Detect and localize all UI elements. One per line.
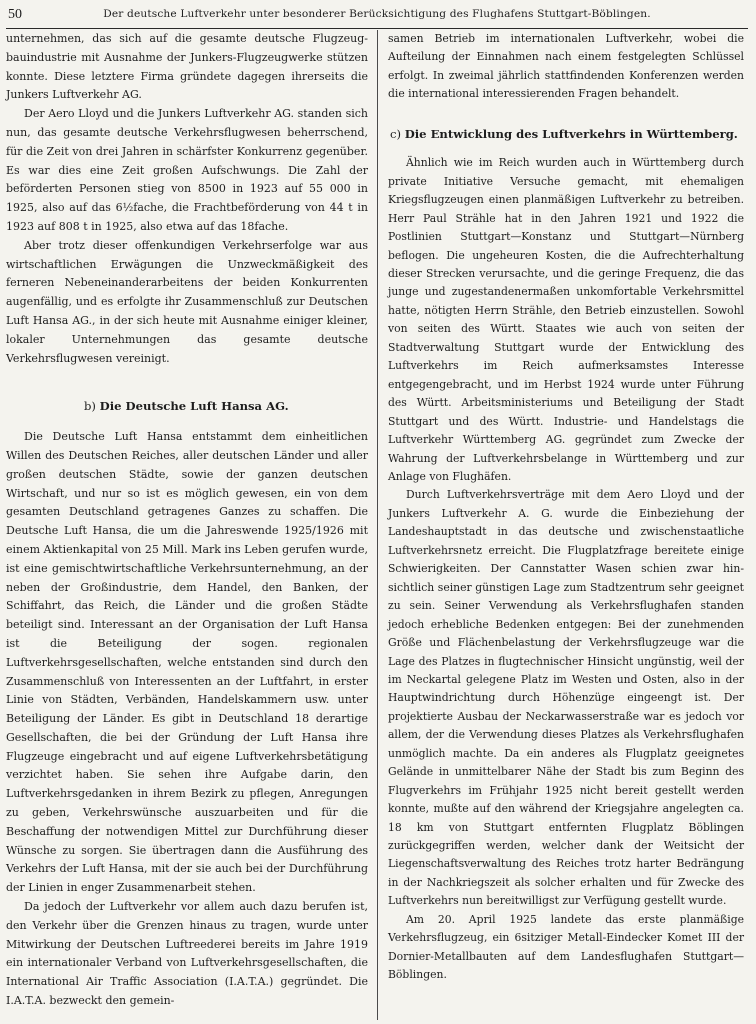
paragraph: samen Betrieb im internationalen Luftverkehr, wobei die Aufteilung der Einnahmen nach einem festgelegten Schlüssel erfolgt. In zweimal jährlich stattfindenden Konferenzen werden die international interessierenden Fragen behandelt. — [388, 32, 744, 101]
paragraph: unternehmen, das sich auf die gesamte deutsche Flugzeugbauindustrie mit Ausnahme der Junkers-Flugzeugwerke stützen konnte. Diese letztere Firma gründete dagegen ihrerseits die Junkers Luftverkehr AG. — [6, 32, 368, 102]
section-title: Die Deutsche Luft Hansa AG. — [99, 399, 289, 414]
right-column — [388, 30, 744, 985]
paragraph: Ähnlich wie im Reich wurden auch in Württemberg durch private Initiative Versuche gemacht, mit ehemaligen Kriegsflugzeugen einen planmäßigen Luftverkehr zu betreiben. Herr Paul Strähle hat in den Jahren 1921 und 1922 die Postlinien Stuttgart—Konstanz und Stuttgart—Nürnberg beflogen. Die ungeheuren Kosten, die die Aufrechterhaltung dieser Strecken verursachte, und die geringe Frequenz, die das junge und zugestandenermaßen unkomfortable Verkehrsmittel hatte, nötigten Herrn Strähle, den Betrieb einzustellen. Sowohl von seiten des Württ. Staates wie auch von seiten der Stadtverwaltung Stuttgart wurde der Entwicklung des Luftverkehrs im Reich aufmerksamstes Interesse entgegengebracht, und im Herbst 1924 wurde unter Führung des Württ. Arbeitsministeriums und Beteiligung der Stadt Stuttgart und des Württ. Industrie- und Handelstags die Luftverkehr Württemberg AG. gegründet zum Zwecke der Wahrung der Luftverkehrsbelange in Württemberg und zur Anlage von Flughäfen. — [388, 156, 744, 483]
section-title: Die Entwicklung des Luftverkehrs in Württemberg. — [404, 126, 738, 141]
section-heading-c — [388, 125, 744, 143]
section-letter: c) — [390, 126, 402, 141]
paragraph: Die Deutsche Luft Hansa entstammt dem einheitlichen Willen des Deutschen Reiches, aller deutschen Länder und aller großen deutschen Städte, sowie der ganzen deutschen Wirtschaft, und nur so ist es möglich gewesen, ein von dem gesamten Deutschland getragenes Ganzes zu schaffen. Die Deutsche Luft Hansa, die um die Jahreswende 1925/1926 mit einem Aktienkapital von 25 Mill. Mark ins Leben gerufen wurde, ist eine gemischtwirtschaftliche Verkehrsunternehmung, an der neben der Großindustrie, dem Handel, den Banken, der Schiffahrt, das Reich, die Länder und die großen Städte beteiligt sind. Interessant an der Organisation der Luft Hansa ist die Beteiligung der sogen. regionalen Luftverkehrsgesellschaften, welche entstanden sind durch den Zusammenschluß von Interessenten an der Luftfahrt, in erster Linie von Städten, Verbänden, Handelskammern usw. unter Beteiligung der Länder. Es gibt in Deutschland 18 derartige Gesellschaften, die bei der Gründung der Luft Hansa ihre Flugzeuge eingebracht und auf eigene Luftverkehrsbetätigung verzichtet haben. Sie sehen ihre Aufgabe darin, den Luftverkehrsgedanken in ihrem Bezirk zu pflegen, Anregungen zu geben, Verkehrswünsche auszuarbeiten und für die Beschaffung der notwendigen Mittel zur Durchführung dieser Wünsche zu sorgen. Sie übertragen dann die Ausführung des Verkehrs der Luft Hansa, mit der sie auch bei der Durchführung der Linien in enger Zusammenarbeit stehen. — [6, 430, 368, 895]
section-letter: b) — [84, 399, 96, 414]
paragraph: Da jedoch der Luftverkehr vor allem auch dazu berufen ist, den Verkehr über die Grenzen hinaus zu tragen, wurde unter Mitwirkung der Deutschen Luftreederei bereits im Jahre 1919 ein internationaler Verband von Luftverkehrsgesellschaften, die International Air Traffic Association (I.A.T.A.) gegründet. Die I.A.T.A. bezweckt den gemein- — [6, 900, 368, 1008]
paragraph: Der Aero Lloyd und die Junkers Luftverkehr AG. standen sich nun, das gesamte deutsche Verkehrsflugwesen beherrschend, für die Zeit von drei Jahren in schärfster Konkurrenz gegenüber. Es war dies eine Zeit großen Aufschwungs. Die Zahl der beförderten Personen stieg von 8500 in 1923 auf 55 000 in 1925, also auf das 6½fache, die Frachtbeförderung von 44 t in 1923 auf 808 t in 1925, also etwa auf das 18fache. — [6, 107, 368, 233]
page-number: 50 — [8, 7, 22, 22]
column-divider — [377, 30, 378, 1020]
paragraph: Durch Luftverkehrsverträge mit dem Aero Lloyd und der Junkers Luftverkehr A. G. wurde die Einbeziehung der Landeshauptstadt in das deutsche und zwischenstaatliche Luftverkehrsnetz erreicht. Die Flugplatzfrage bereitete einige Schwierigkeiten. Der Cannstatter Wasen schien zwar hinsichtlich seiner günstigen Lage zum Stadtzentrum sehr geeignet zu sein. Seiner Verwendung als Verkehrsflughafen standen jedoch erhebliche Bedenken entgegen: Bei der zunehmenden Größe und Flächenbelastung der Verkehrsflugzeuge war die Lage des Platzes in flugtechnischer Hinsicht ungünstig, weil der im Neckartal gelegene Platz im Westen und Osten, also in der Hauptwindrichtung durch Höhenzüge eingeengt ist. Der projektierte Ausbau der Neckarwasserstraße war es jedoch vor allem, der die Verwendung dieses Platzes als Verkehrsflughafen unmöglich machte. Da ein anderes als Flugplatz geeignetes Gelände in unmittelbarer Nähe der Stadt bis zum Beginn des Flugverkehrs im Frühjahr 1925 nicht bereit gestellt werden konnte, mußte auf den während der Kriegsjahre angelegten ca. 18 km von Stuttgart entfernten Flugplatz Böblingen zurückgegriffen werden, welcher dank der Weitsicht der Liegenschaftsverwaltung des Reiches trotz harter Bedrängung in der Nachkriegszeit als solcher erhalten und für Zwecke des Luftverkehrs nun bereitwilligst zur Verfügung gestellt wurde. — [388, 488, 744, 908]
left-column — [6, 30, 368, 1011]
paragraph: Aber trotz dieser offenkundigen Verkehrserfolge war aus wirtschaftlichen Erwägungen die Unzweckmäßigkeit des ferneren Nebeneinanderarbeitens der beiden Konkurrenten augenfällig, und es erfolgte ihr Zusammenschluß zur Deutschen Luft Hansa AG., in der sich heute mit Ausnahme einiger kleiner, lokaler Unternehmungen das gesamte deutsche Verkehrsflugwesen vereinigt. — [6, 238, 368, 365]
section-heading-b — [6, 397, 368, 416]
paragraph: Am 20. April 1925 landete das erste planmäßige Verkehrsflugzeug, ein 6sitziger Metall-Eindecker Komet III der Dornier-Metallbauten auf dem Landesflughafen Stuttgart—Böblingen. — [388, 912, 744, 982]
page-header — [6, 6, 748, 29]
running-title: Der deutsche Luftverkehr unter besonderer Berücksichtigung des Flughafens Stuttgart-Böblingen. — [103, 8, 651, 20]
